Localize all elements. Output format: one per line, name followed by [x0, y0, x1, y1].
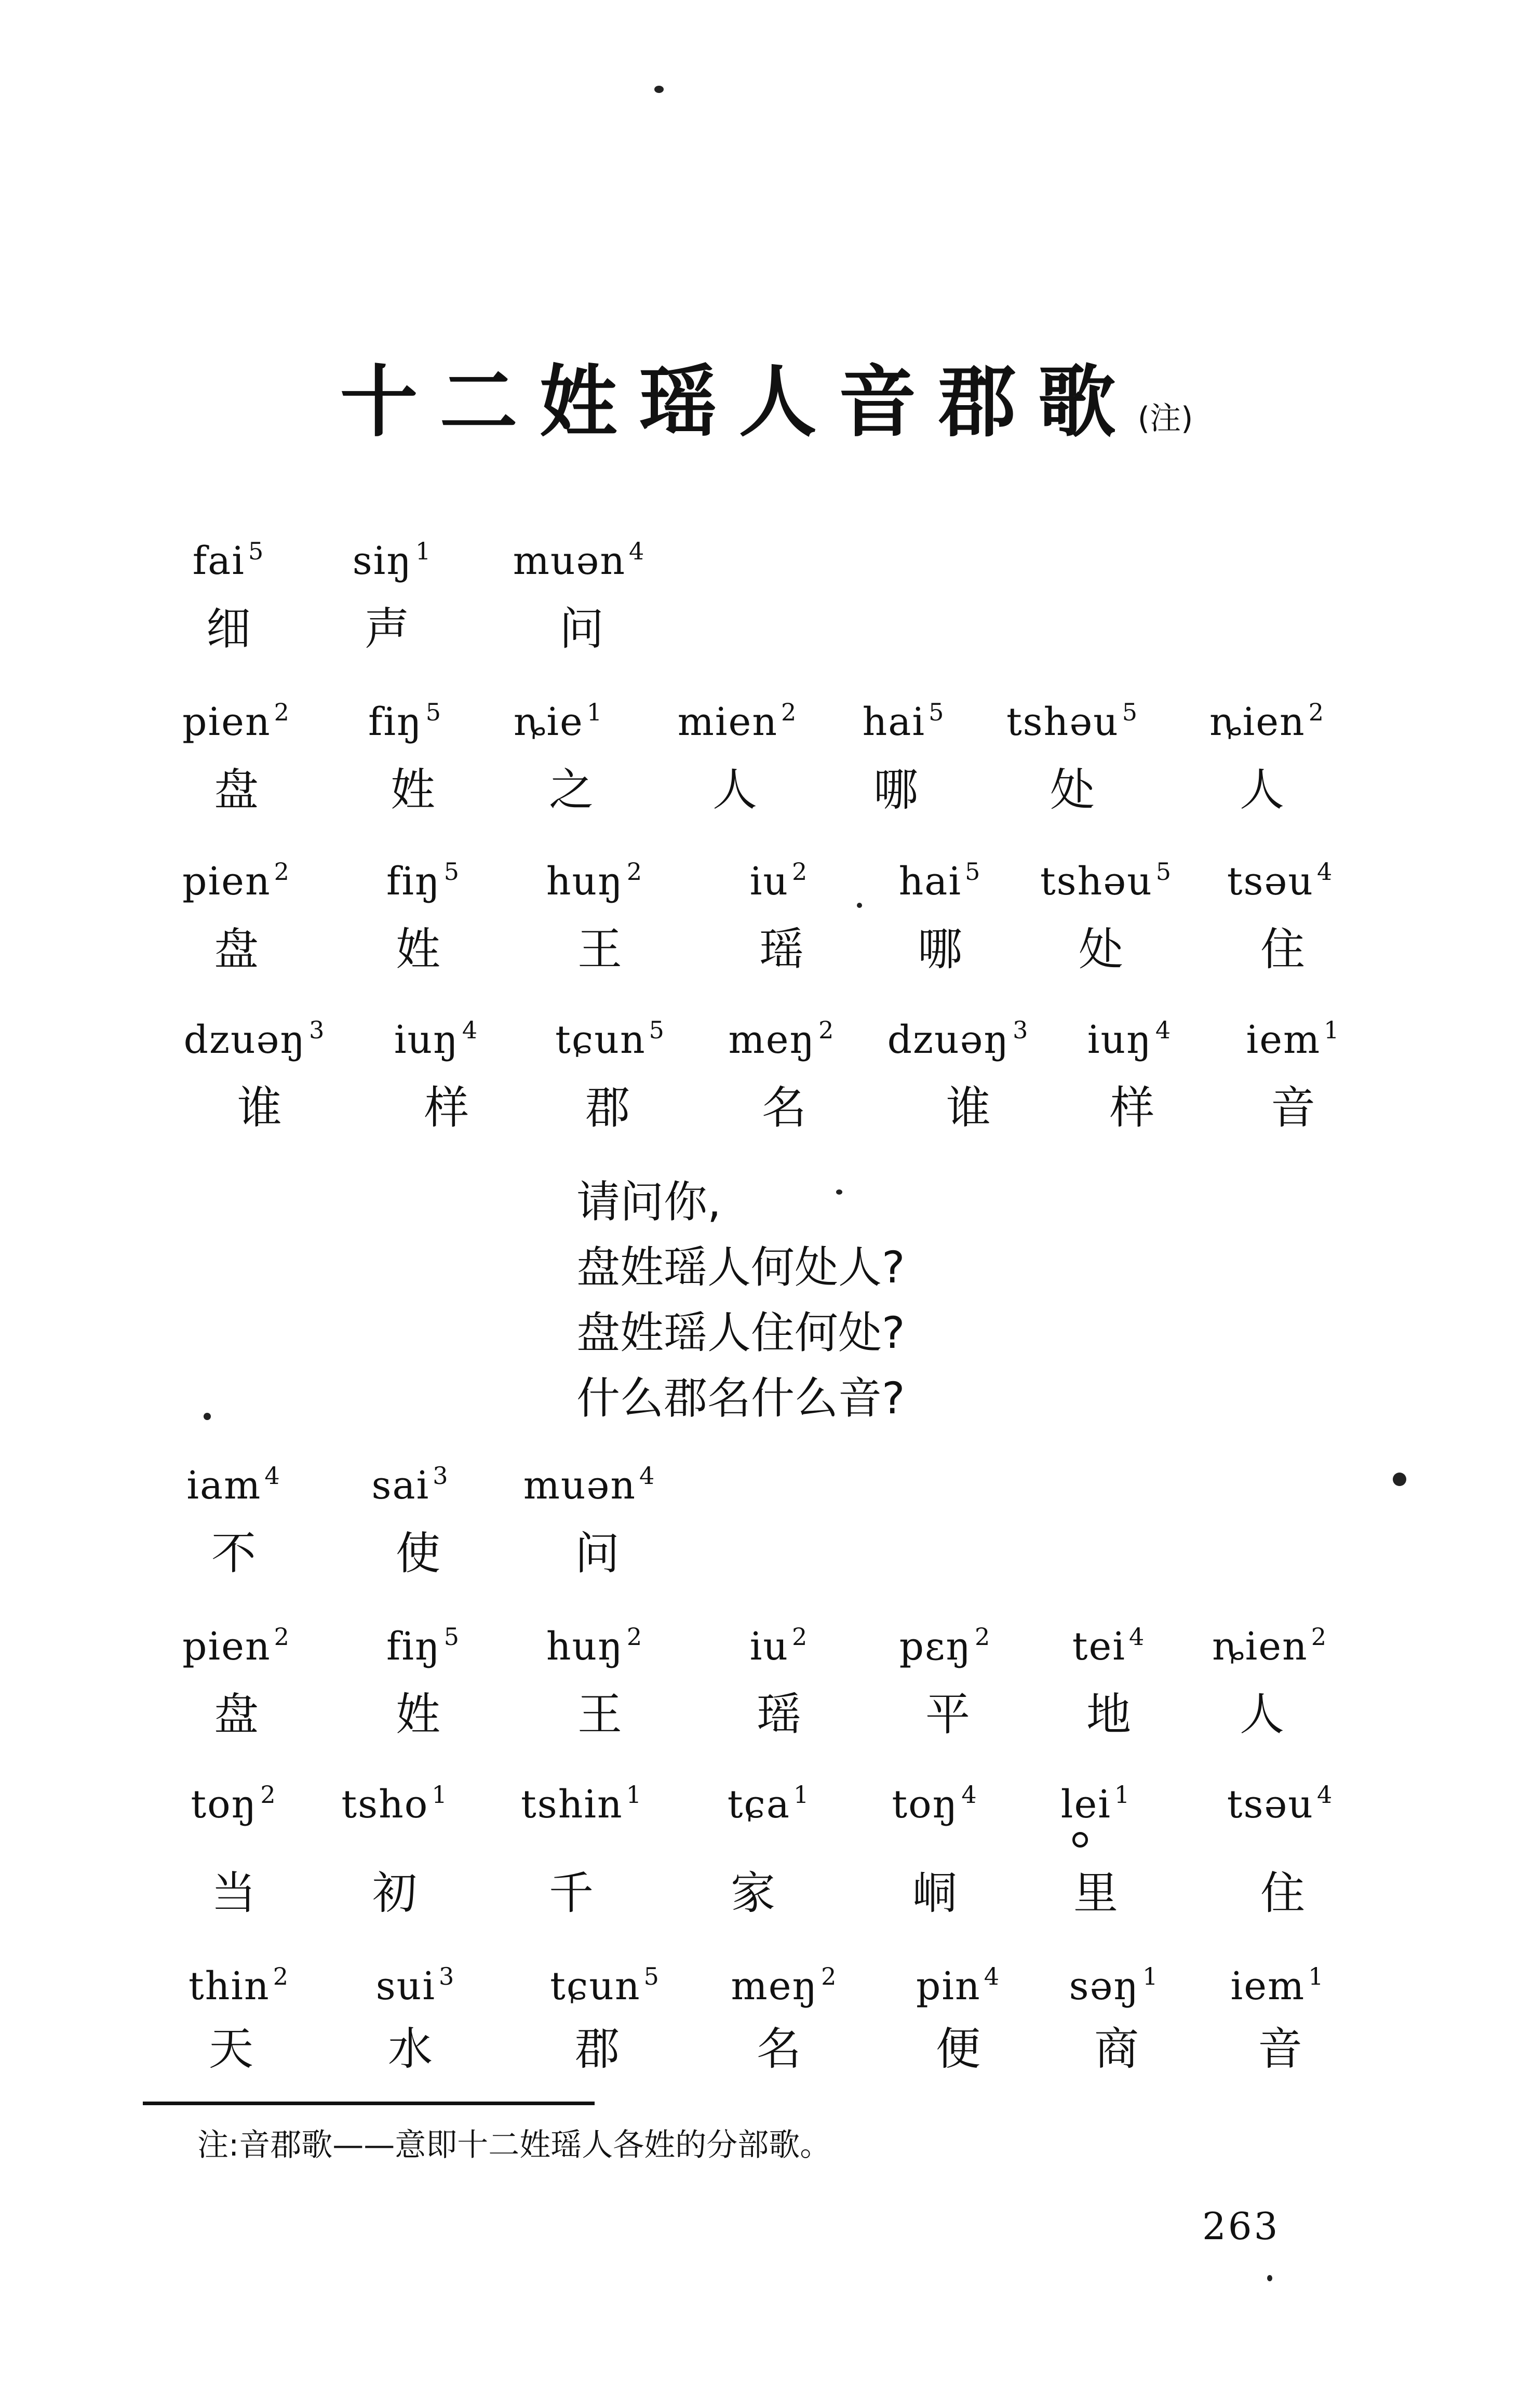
romanized-syllable: səŋ $^1$ — [1069, 1962, 1159, 2009]
romanized-syllable: iuŋ $^4$ — [1087, 1016, 1172, 1062]
hanzi-character: 家 — [731, 1867, 775, 1919]
hanzi-character: 瑶 — [757, 1689, 801, 1741]
title-note: (注) — [1137, 400, 1193, 437]
hanzi-character: 名 — [762, 1082, 806, 1134]
romanized-syllable: tei $^4$ — [1072, 1623, 1146, 1669]
hanzi-character: 样 — [424, 1082, 469, 1134]
romanized-syllable: iam $^4$ — [186, 1462, 281, 1508]
hanzi-character: 谁 — [946, 1082, 991, 1134]
romanized-syllable: pien $^2$ — [182, 698, 290, 744]
romanized-syllable: toŋ $^2$ — [191, 1781, 277, 1827]
hanzi-character: 处 — [1079, 924, 1123, 975]
romanized-syllable: huŋ $^2$ — [546, 1623, 643, 1669]
romanized-syllable: mien $^2$ — [677, 698, 798, 744]
hanzi-character: 里 — [1073, 1867, 1118, 1919]
romanized-syllable: siŋ $^1$ — [352, 537, 432, 583]
romanized-syllable: dzuəŋ $^3$ — [887, 1016, 1029, 1062]
romanized-syllable: fiŋ $^5$ — [386, 858, 460, 904]
scan-speck — [857, 903, 862, 908]
romanized-syllable: tsəu $^4$ — [1227, 1781, 1334, 1827]
romanized-syllable: ȵien $^2$ — [1209, 698, 1325, 744]
romanized-syllable: muən $^4$ — [513, 537, 646, 583]
scan-speck — [204, 1413, 211, 1420]
hanzi-character: 哪 — [873, 764, 918, 816]
hanzi-character: 住 — [1260, 924, 1305, 975]
hanzi-character: 问 — [575, 1528, 620, 1580]
romanized-syllable: pien $^2$ — [182, 858, 290, 904]
romanized-syllable: tsəu $^4$ — [1227, 858, 1334, 904]
hanzi-character: 郡 — [575, 2023, 620, 2075]
hanzi-character: 地 — [1086, 1689, 1131, 1741]
hanzi-character: 问 — [559, 603, 604, 655]
hanzi-character: 名 — [757, 2023, 801, 2075]
romanized-syllable: ȵie $^1$ — [513, 698, 603, 744]
romanized-syllable: meŋ $^2$ — [728, 1016, 835, 1062]
hanzi-character: 盘 — [214, 764, 259, 816]
romanized-syllable: iem $^1$ — [1230, 1962, 1325, 2009]
page-title — [0, 357, 1533, 448]
translation-line: 盘姓瑶人住何处? — [576, 1307, 905, 1358]
scan-speck — [1267, 2275, 1272, 2281]
hanzi-character: 之 — [549, 764, 594, 816]
page-number: 263 — [1202, 2204, 1280, 2248]
hanzi-character: 商 — [1094, 2023, 1139, 2075]
scan-speck — [1393, 1473, 1406, 1486]
translation-line: 盘姓瑶人何处人? — [576, 1242, 905, 1293]
hanzi-character: 细 — [206, 603, 251, 655]
romanized-syllable: meŋ $^2$ — [731, 1962, 838, 2009]
hanzi-character: 盘 — [214, 924, 259, 975]
hanzi-character: 人 — [712, 764, 757, 816]
title-text: 十二姓瑶人音郡歌 — [340, 357, 1138, 448]
romanized-syllable: thin $^2$ — [188, 1962, 290, 2009]
romanized-syllable: iuŋ $^4$ — [394, 1016, 479, 1062]
romanized-syllable: tsho $^1$ — [341, 1781, 448, 1827]
hanzi-character: 姓 — [396, 1689, 440, 1741]
hanzi-character: 平 — [925, 1689, 970, 1741]
hanzi-character: 峒 — [912, 1867, 957, 1919]
romanized-syllable: lei $^1$ — [1060, 1781, 1131, 1827]
romanized-syllable: sui $^3$ — [375, 1962, 455, 2009]
translation-line: 请问你, — [576, 1176, 721, 1227]
hanzi-character: 姓 — [391, 764, 435, 816]
hanzi-character: 郡 — [585, 1082, 630, 1134]
romanized-syllable: dzuəŋ $^3$ — [183, 1016, 326, 1062]
hanzi-character: 千 — [549, 1867, 594, 1919]
romanized-syllable: tshəu $^5$ — [1040, 858, 1173, 904]
hanzi-character: 住 — [1260, 1867, 1305, 1919]
footnote: 注:音郡歌——意即十二姓瑶人各姓的分部歌。 — [197, 2127, 831, 2163]
romanized-syllable: tɕa $^1$ — [727, 1781, 810, 1827]
hanzi-character: 人 — [1240, 764, 1284, 816]
annotation-circle-mark — [1072, 1832, 1088, 1848]
hanzi-character: 当 — [211, 1867, 256, 1919]
hanzi-character: 音 — [1258, 2023, 1302, 2075]
romanized-syllable: iem $^1$ — [1246, 1016, 1340, 1062]
hanzi-character: 姓 — [396, 924, 440, 975]
romanized-syllable: tshəu $^5$ — [1006, 698, 1139, 744]
romanized-syllable: pɛŋ $^2$ — [899, 1623, 991, 1669]
romanized-syllable: muən $^4$ — [523, 1462, 656, 1508]
hanzi-character: 使 — [396, 1528, 440, 1580]
romanized-syllable: toŋ $^4$ — [892, 1781, 978, 1827]
hanzi-character: 样 — [1110, 1082, 1154, 1134]
hanzi-character: 初 — [372, 1867, 417, 1919]
hanzi-character: 不 — [211, 1528, 256, 1580]
translation-line: 什么郡名什么音? — [576, 1373, 905, 1424]
romanized-syllable: fiŋ $^5$ — [368, 698, 442, 744]
romanized-syllable: iu $^2$ — [749, 1623, 809, 1669]
romanized-syllable: tɕun $^5$ — [550, 1962, 660, 2009]
hanzi-character: 便 — [936, 2023, 980, 2075]
scan-speck — [836, 1189, 842, 1195]
hanzi-character: 盘 — [214, 1689, 259, 1741]
romanized-syllable: pin $^4$ — [916, 1962, 1000, 2009]
romanized-syllable: tshin $^1$ — [521, 1781, 642, 1827]
romanized-syllable: hai $^5$ — [898, 858, 981, 904]
footnote-rule — [143, 2102, 595, 2105]
hanzi-character: 声 — [365, 603, 409, 655]
hanzi-character: 人 — [1240, 1689, 1284, 1741]
hanzi-character: 处 — [1050, 764, 1095, 816]
romanized-syllable: hai $^5$ — [862, 698, 945, 744]
hanzi-character: 天 — [209, 2023, 253, 2075]
hanzi-character: 王 — [577, 1689, 622, 1741]
scan-speck — [654, 86, 664, 93]
hanzi-character: 哪 — [918, 924, 962, 975]
romanized-syllable: ȵien $^2$ — [1212, 1623, 1327, 1669]
romanized-syllable: sai $^3$ — [371, 1462, 449, 1508]
romanized-syllable: huŋ $^2$ — [546, 858, 643, 904]
hanzi-character: 谁 — [237, 1082, 282, 1134]
hanzi-character: 王 — [577, 924, 622, 975]
romanized-syllable: pien $^2$ — [182, 1623, 290, 1669]
romanized-syllable: fai $^5$ — [192, 537, 265, 583]
hanzi-character: 水 — [388, 2023, 433, 2075]
romanized-syllable: fiŋ $^5$ — [386, 1623, 460, 1669]
romanized-syllable: iu $^2$ — [749, 858, 809, 904]
hanzi-character: 瑶 — [759, 924, 804, 975]
romanized-syllable: tɕun $^5$ — [555, 1016, 665, 1062]
hanzi-character: 音 — [1271, 1082, 1315, 1134]
